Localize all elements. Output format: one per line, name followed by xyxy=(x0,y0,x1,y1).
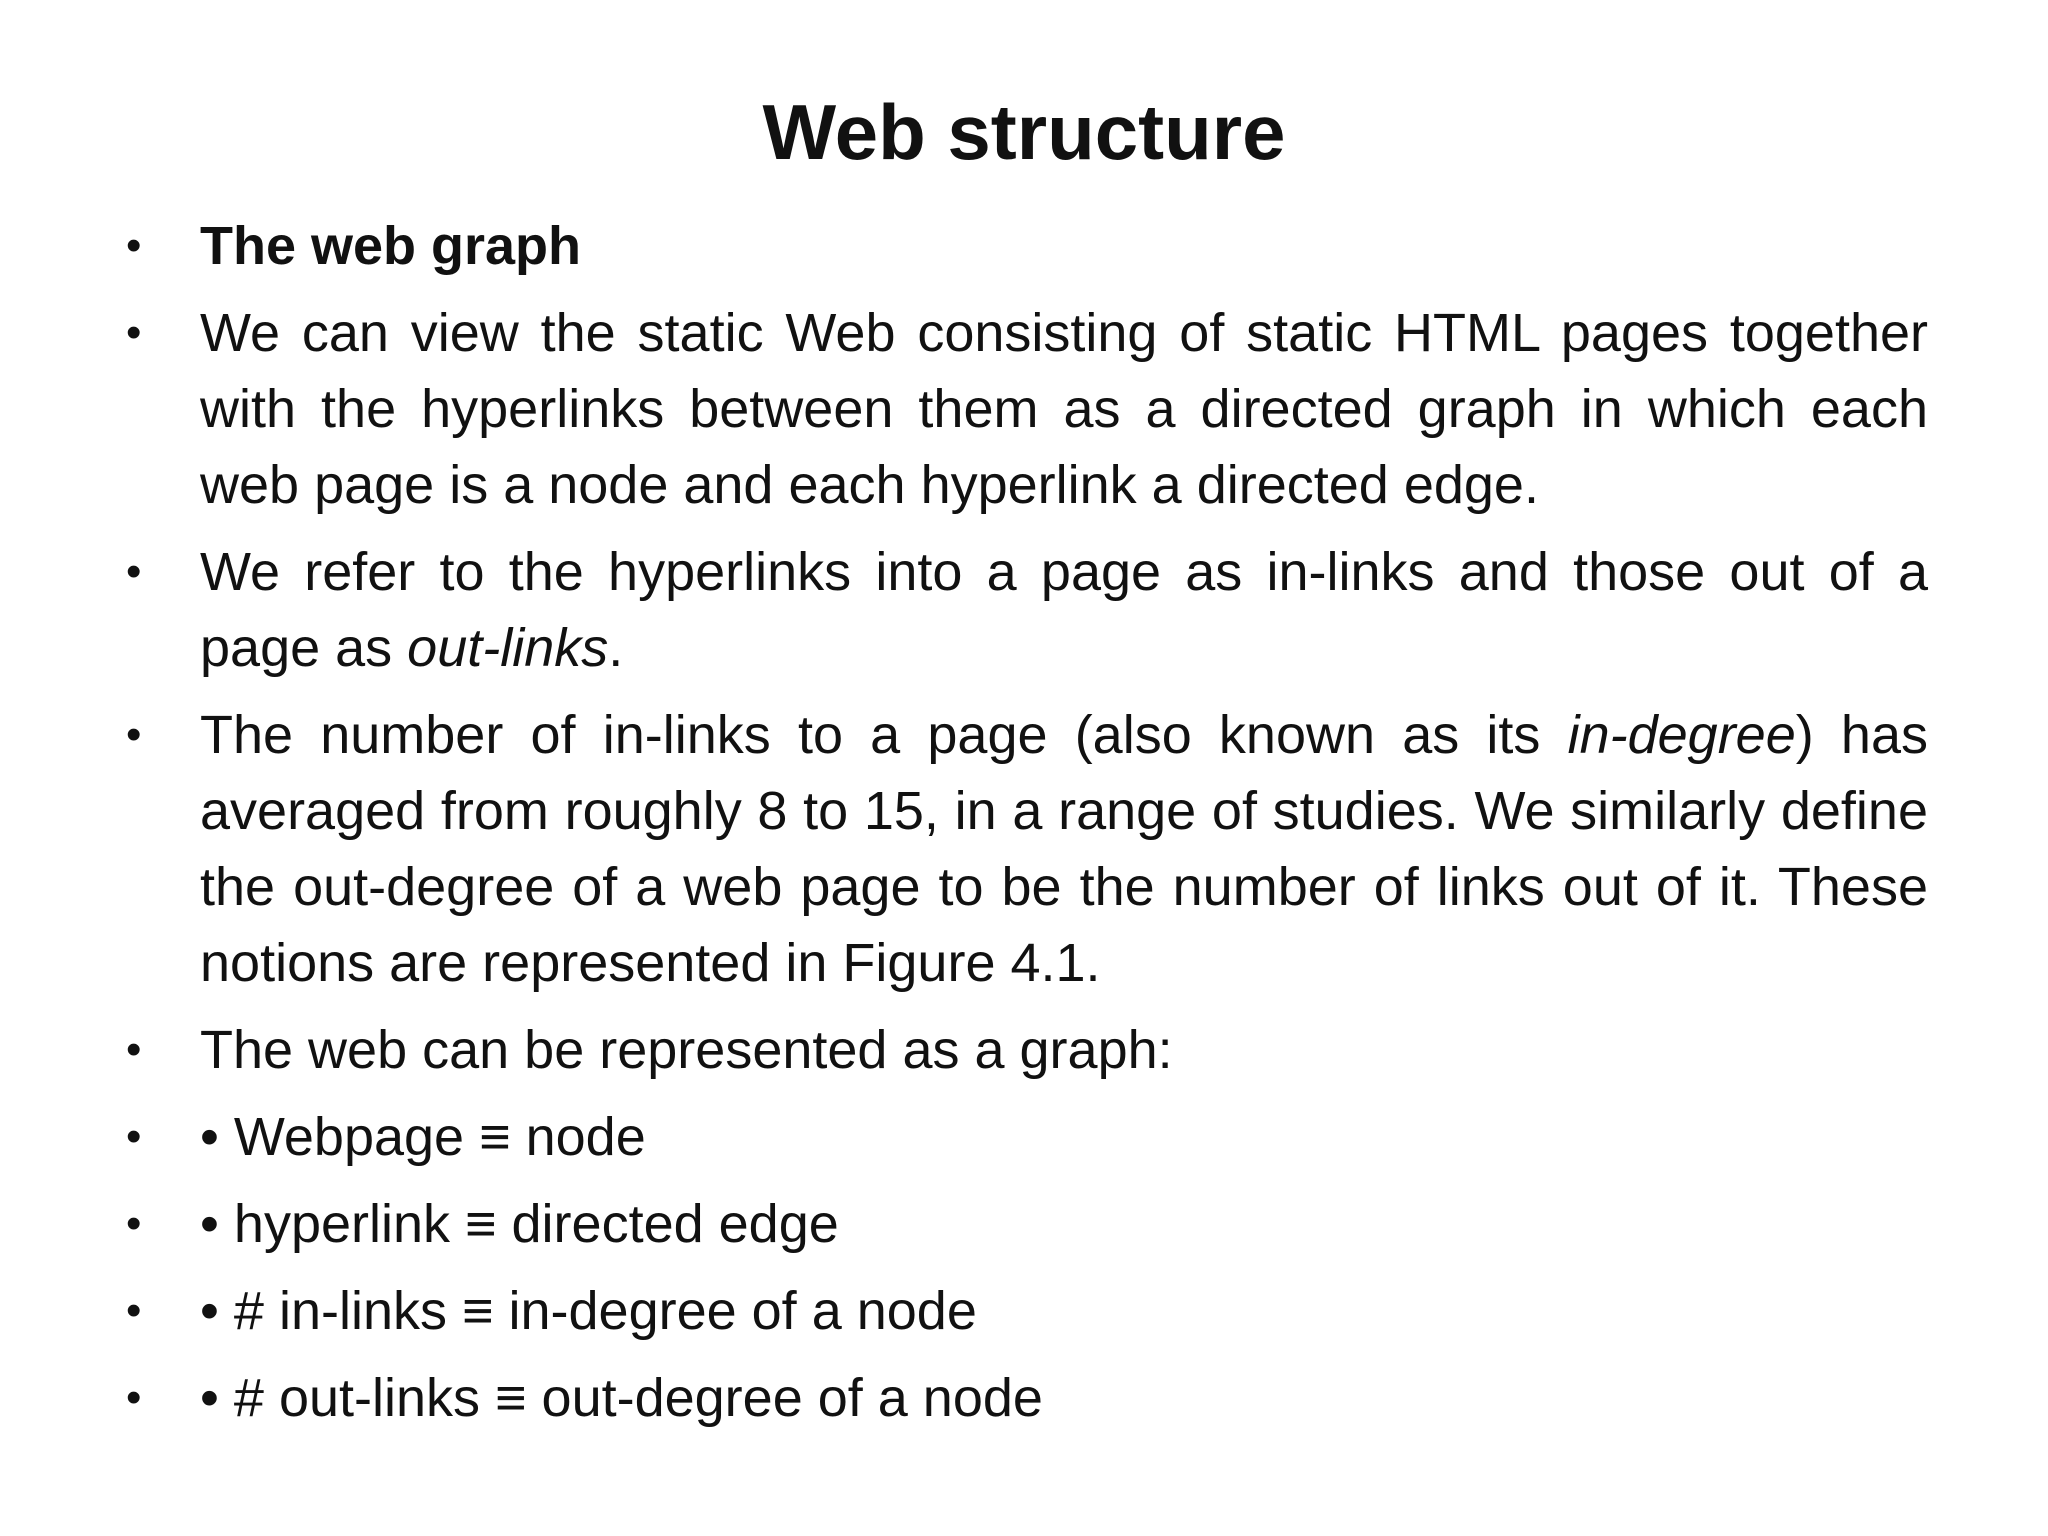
bullet-icon: • xyxy=(126,1373,142,1422)
bullet-icon: • xyxy=(126,308,142,357)
list-item xyxy=(118,1186,1928,1262)
bullet-icon: • xyxy=(126,221,142,270)
list-item xyxy=(118,1273,1928,1349)
slide-title: Web structure xyxy=(762,88,1286,176)
definition-webpage-node: • Webpage ≡ node xyxy=(200,1107,646,1167)
bullet-icon: • xyxy=(126,1112,142,1161)
italic-term-in-degree: in-degree xyxy=(1567,705,1796,765)
section-heading: The web graph xyxy=(200,216,582,276)
definition-hyperlink-edge: • hyperlink ≡ directed edge xyxy=(200,1194,839,1254)
list-item xyxy=(118,1099,1928,1175)
paragraph-links-period: . xyxy=(608,618,624,678)
list-item xyxy=(118,295,1928,523)
list-item xyxy=(118,208,1928,284)
list-item xyxy=(118,534,1928,686)
bullet-icon: • xyxy=(126,1025,142,1074)
list-item xyxy=(118,1360,1928,1436)
bullet-icon: • xyxy=(126,710,142,759)
paragraph-static-web: We can view the static Web consisting of static HTML pages together with the hyperlinks between them as a directed graph in which each web page is a node and each hyperlink a directed edge. xyxy=(200,303,1928,515)
bullet-icon: • xyxy=(126,1286,142,1335)
paragraph-links-text: We refer to the hyperlinks into a page as in-links and those out of a page as xyxy=(200,542,1928,678)
list-item xyxy=(118,697,1928,1001)
bullet-icon: • xyxy=(126,547,142,596)
definition-out-links: • # out-links ≡ out-degree of a node xyxy=(200,1368,1043,1428)
bullet-list xyxy=(118,208,1928,1447)
definition-in-links: • # in-links ≡ in-degree of a node xyxy=(200,1281,977,1341)
list-item xyxy=(118,1012,1928,1088)
paragraph-in-degree-before: The number of in-links to a page (also known as its xyxy=(200,705,1568,765)
paragraph-graph-representation: The web can be represented as a graph: xyxy=(200,1020,1173,1080)
paragraph-in-degree-after: ) has averaged from roughly 8 to 15, in a range of studies. We similarly define the out-degree of a web page to be the number of links out of it. These notions are represented in Figure 4.1. xyxy=(200,705,1928,993)
bullet-icon: • xyxy=(126,1199,142,1248)
italic-term-out-links: out-links xyxy=(407,618,609,678)
